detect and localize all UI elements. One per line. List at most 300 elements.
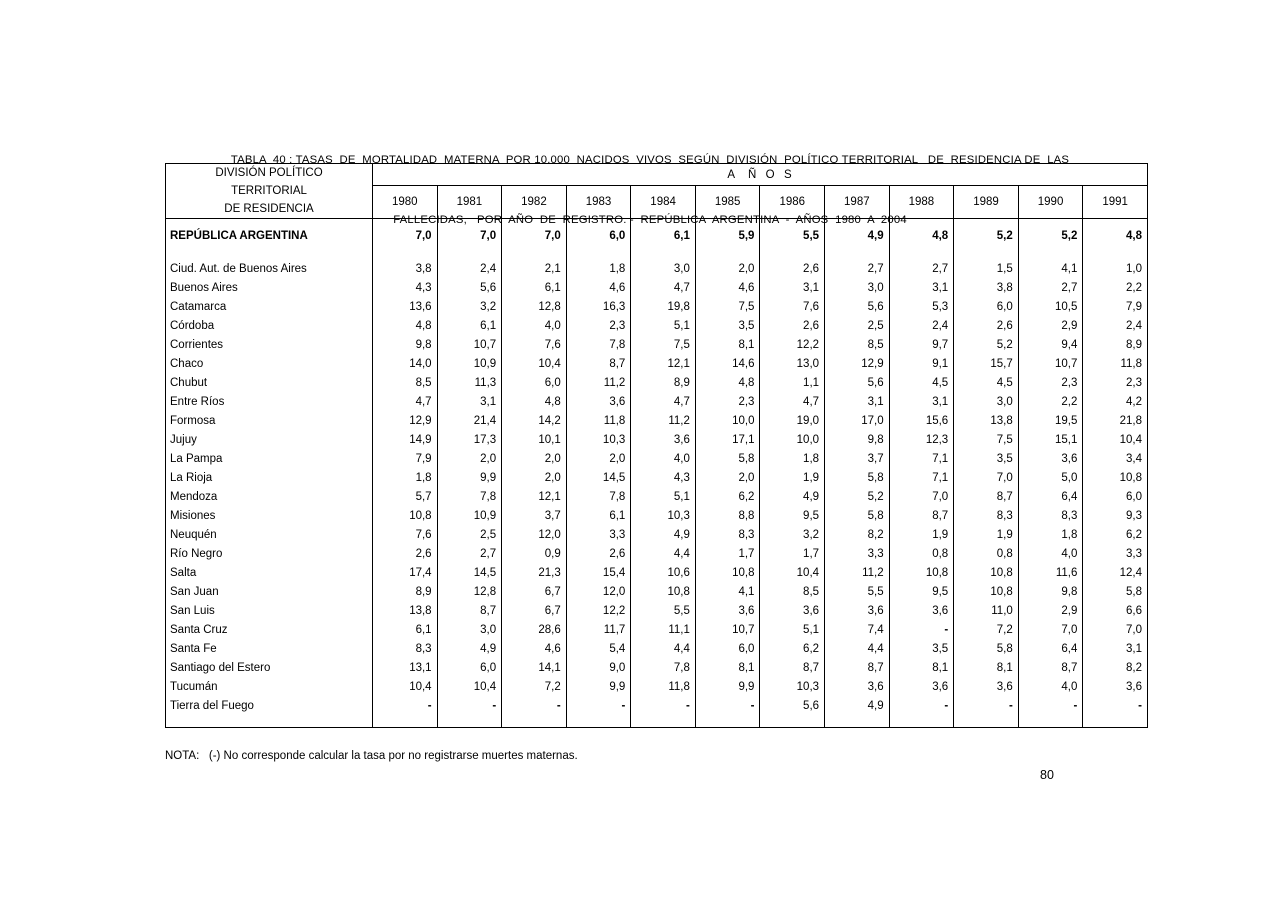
cell-value: 10,4 (502, 355, 567, 374)
cell-value: 5,6 (825, 374, 890, 393)
cell-value: 2,0 (437, 450, 502, 469)
cell-value: 9,8 (1018, 583, 1083, 602)
cell-value: 10,3 (566, 431, 631, 450)
cell-value: - (502, 697, 567, 716)
cell-value: 7,6 (502, 336, 567, 355)
row-label: Misiones (170, 510, 216, 522)
cell-value: 9,9 (695, 678, 760, 697)
column-header-year-1985: 1985 (695, 186, 760, 219)
table-row (166, 602, 1148, 621)
cell-value: 9,0 (566, 659, 631, 678)
table-row (166, 336, 1148, 355)
row-label: Jujuy (170, 434, 197, 446)
cell-value: 15,6 (889, 412, 954, 431)
cell-value: 7,4 (825, 621, 890, 640)
column-header-year-1989: 1989 (954, 186, 1019, 219)
cell-value: 4,9 (760, 488, 825, 507)
cell-value: 4,0 (1018, 545, 1083, 564)
spacer-cell (1083, 246, 1148, 260)
table-row (166, 583, 1148, 602)
cell-value: 7,5 (695, 298, 760, 317)
spacer-cell (760, 246, 825, 260)
table-row (166, 450, 1148, 469)
cell-value: 7,5 (631, 336, 696, 355)
cell-value: 2,6 (954, 317, 1019, 336)
cell-value: 11,7 (566, 621, 631, 640)
cell-value: - (1018, 697, 1083, 716)
cell-value: 5,2 (954, 227, 1019, 246)
cell-value: 7,1 (889, 469, 954, 488)
spacer-cell (954, 219, 1019, 227)
cell-value: 4,7 (631, 393, 696, 412)
cell-value: 12,1 (631, 355, 696, 374)
cell-value: 11,8 (631, 678, 696, 697)
cell-value: 6,1 (373, 621, 438, 640)
column-header-year-1987: 1987 (825, 186, 890, 219)
spacer-cell (954, 246, 1019, 260)
cell-value: 5,5 (760, 227, 825, 246)
cell-value: 9,7 (889, 336, 954, 355)
spacer-cell (566, 219, 631, 227)
cell-value: 19,8 (631, 298, 696, 317)
mortality-table (165, 163, 1148, 728)
cell-value: 5,2 (825, 488, 890, 507)
cell-value: 6,1 (502, 279, 567, 298)
cell-value: 4,3 (373, 279, 438, 298)
cell-value: - (437, 697, 502, 716)
spacer-cell (631, 716, 696, 728)
cell-value: 4,6 (695, 279, 760, 298)
cell-value: 5,3 (889, 298, 954, 317)
cell-value: 3,3 (566, 526, 631, 545)
cell-value: 8,7 (1018, 659, 1083, 678)
cell-value: 10,9 (437, 355, 502, 374)
row-label: Buenos Aires (170, 282, 238, 294)
cell-value: 4,0 (502, 317, 567, 336)
spacer-cell (631, 219, 696, 227)
spacer-row (166, 219, 1148, 227)
table-row (166, 227, 1148, 246)
cell-value: 2,7 (1018, 279, 1083, 298)
cell-value: 8,3 (954, 507, 1019, 526)
cell-value: 7,8 (566, 488, 631, 507)
cell-value: 2,9 (1018, 317, 1083, 336)
cell-value: 2,9 (1018, 602, 1083, 621)
cell-value: 3,1 (1083, 640, 1148, 659)
cell-value: 1,8 (373, 469, 438, 488)
cell-value: 4,8 (373, 317, 438, 336)
cell-value: 12,0 (566, 583, 631, 602)
spacer-cell (1018, 219, 1083, 227)
cell-value: 7,0 (954, 469, 1019, 488)
cell-value: 3,1 (889, 393, 954, 412)
table-row (166, 298, 1148, 317)
cell-value: 7,9 (373, 450, 438, 469)
cell-value: - (373, 697, 438, 716)
spacer-cell (695, 219, 760, 227)
cell-value: 3,8 (373, 260, 438, 279)
spacer-cell (566, 246, 631, 260)
cell-value: 5,1 (631, 317, 696, 336)
cell-value: 10,7 (695, 621, 760, 640)
table-row (166, 678, 1148, 697)
cell-value: 8,5 (760, 583, 825, 602)
cell-value: 5,1 (760, 621, 825, 640)
column-header-year-1988: 1988 (889, 186, 954, 219)
cell-value: 3,0 (437, 621, 502, 640)
cell-value: 7,9 (1083, 298, 1148, 317)
row-label: Formosa (170, 415, 216, 427)
cell-value: 7,0 (1083, 621, 1148, 640)
cell-value: 21,8 (1083, 412, 1148, 431)
cell-value: 10,3 (631, 507, 696, 526)
column-header-year-1982: 1982 (502, 186, 567, 219)
cell-value: 1,0 (1083, 260, 1148, 279)
cell-value: 1,8 (566, 260, 631, 279)
cell-value: 3,8 (954, 279, 1019, 298)
spacer-cell (631, 246, 696, 260)
cell-value: 10,8 (954, 564, 1019, 583)
cell-value: 7,0 (1018, 621, 1083, 640)
cell-value: 14,5 (437, 564, 502, 583)
cell-value: 6,1 (437, 317, 502, 336)
cell-value: 7,1 (889, 450, 954, 469)
cell-value: 8,3 (1018, 507, 1083, 526)
cell-value: - (889, 621, 954, 640)
column-header-year-1986: 1986 (760, 186, 825, 219)
cell-value: 8,9 (631, 374, 696, 393)
cell-value: 4,4 (631, 545, 696, 564)
spacer-cell (954, 716, 1019, 728)
cell-value: 3,1 (437, 393, 502, 412)
row-label: Entre Ríos (170, 396, 225, 408)
spacer-cell (437, 219, 502, 227)
cell-value: 1,9 (760, 469, 825, 488)
cell-value: 14,6 (695, 355, 760, 374)
cell-value: 8,8 (695, 507, 760, 526)
cell-value: 2,6 (760, 260, 825, 279)
spacer-cell (373, 716, 438, 728)
cell-value: 1,9 (889, 526, 954, 545)
cell-value: 4,9 (631, 526, 696, 545)
cell-value: 0,9 (502, 545, 567, 564)
cell-value: 5,8 (695, 450, 760, 469)
cell-value: 6,7 (502, 602, 567, 621)
cell-value: 6,1 (631, 227, 696, 246)
cell-value: 3,6 (825, 678, 890, 697)
cell-value: 17,0 (825, 412, 890, 431)
cell-value: 3,6 (760, 602, 825, 621)
table-row (166, 545, 1148, 564)
cell-value: 3,3 (825, 545, 890, 564)
cell-value: 3,0 (631, 260, 696, 279)
cell-value: 2,7 (889, 260, 954, 279)
cell-value: 8,7 (825, 659, 890, 678)
column-header-year-1990: 1990 (1018, 186, 1083, 219)
cell-value: 3,6 (889, 602, 954, 621)
cell-value: 1,5 (954, 260, 1019, 279)
cell-value: 2,0 (695, 469, 760, 488)
cell-value: 12,9 (825, 355, 890, 374)
cell-value: 5,0 (1018, 469, 1083, 488)
cell-value: 2,7 (437, 545, 502, 564)
cell-value: 6,0 (502, 374, 567, 393)
cell-value: 14,1 (502, 659, 567, 678)
cell-value: 5,9 (695, 227, 760, 246)
cell-value: 7,6 (373, 526, 438, 545)
cell-value: 4,0 (631, 450, 696, 469)
cell-value: 10,1 (502, 431, 567, 450)
cell-value: - (954, 697, 1019, 716)
cell-value: 3,5 (954, 450, 1019, 469)
cell-value: 21,4 (437, 412, 502, 431)
column-header-year-1991: 1991 (1083, 186, 1148, 219)
cell-value: 11,2 (566, 374, 631, 393)
cell-value: 5,5 (825, 583, 890, 602)
cell-value: 3,2 (760, 526, 825, 545)
cell-value: 2,6 (566, 545, 631, 564)
cell-value: 4,8 (889, 227, 954, 246)
spacer-cell (166, 716, 373, 728)
cell-value: 3,6 (1083, 678, 1148, 697)
cell-value: 2,6 (373, 545, 438, 564)
row-label: San Luis (170, 605, 215, 617)
column-header-years-group: A Ñ O S (373, 164, 1148, 186)
cell-value: 4,9 (437, 640, 502, 659)
cell-value: 7,0 (889, 488, 954, 507)
spacer-cell (502, 219, 567, 227)
cell-value: 4,3 (631, 469, 696, 488)
cell-value: 5,8 (825, 469, 890, 488)
cell-value: 8,7 (889, 507, 954, 526)
cell-value: 2,4 (889, 317, 954, 336)
cell-value: 7,5 (954, 431, 1019, 450)
cell-value: 10,5 (1018, 298, 1083, 317)
spacer-cell (889, 716, 954, 728)
cell-value: 3,1 (889, 279, 954, 298)
cell-value: 11,8 (1083, 355, 1148, 374)
spacer-cell (437, 716, 502, 728)
cell-value: 3,1 (760, 279, 825, 298)
row-label: Tierra del Fuego (170, 700, 254, 712)
cell-value: 5,6 (437, 279, 502, 298)
spacer-cell (1018, 246, 1083, 260)
cell-value: 9,9 (437, 469, 502, 488)
cell-value: 3,1 (825, 393, 890, 412)
cell-value: 8,9 (373, 583, 438, 602)
spacer-cell (437, 246, 502, 260)
cell-value: 7,0 (373, 227, 438, 246)
cell-value: 8,5 (373, 374, 438, 393)
cell-value: 10,8 (954, 583, 1019, 602)
table-row (166, 507, 1148, 526)
cell-value: 3,6 (825, 602, 890, 621)
cell-value: 4,8 (502, 393, 567, 412)
row-label: Neuquén (170, 529, 217, 541)
cell-value: 4,4 (631, 640, 696, 659)
cell-value: 4,4 (825, 640, 890, 659)
spacer-cell (566, 716, 631, 728)
cell-value: 10,8 (695, 564, 760, 583)
cell-value: 6,4 (1018, 640, 1083, 659)
spacer-cell (502, 716, 567, 728)
cell-value: 7,8 (631, 659, 696, 678)
cell-value: 12,3 (889, 431, 954, 450)
cell-value: 1,7 (695, 545, 760, 564)
cell-value: 3,6 (631, 431, 696, 450)
column-header-year-1980: 1980 (373, 186, 438, 219)
cell-value: 6,0 (566, 227, 631, 246)
cell-value: 4,6 (566, 279, 631, 298)
table-row (166, 659, 1148, 678)
spacer-cell (373, 219, 438, 227)
cell-value: 9,5 (760, 507, 825, 526)
cell-value: 8,1 (954, 659, 1019, 678)
cell-value: 15,7 (954, 355, 1019, 374)
cell-value: 2,7 (825, 260, 890, 279)
cell-value: 8,9 (1083, 336, 1148, 355)
cell-value: 5,8 (954, 640, 1019, 659)
spacer-cell (760, 219, 825, 227)
cell-value: 8,7 (954, 488, 1019, 507)
table-header (166, 164, 1148, 219)
cell-value: 6,0 (695, 640, 760, 659)
row-label: La Rioja (170, 472, 213, 484)
spacer-row (166, 246, 1148, 260)
table-row (166, 469, 1148, 488)
spacer-cell (502, 246, 567, 260)
cell-value: 6,7 (502, 583, 567, 602)
cell-value: 8,2 (825, 526, 890, 545)
table-row (166, 621, 1148, 640)
row-label: Río Negro (170, 548, 223, 560)
row-label: Santiago del Estero (170, 662, 271, 674)
cell-value: 7,0 (437, 227, 502, 246)
cell-value: 15,4 (566, 564, 631, 583)
spacer-cell (889, 246, 954, 260)
cell-value: 8,7 (566, 355, 631, 374)
spacer-cell (695, 246, 760, 260)
table-row (166, 526, 1148, 545)
cell-value: 9,1 (889, 355, 954, 374)
cell-value: 2,0 (502, 469, 567, 488)
cell-value: - (695, 697, 760, 716)
spacer-cell (1083, 716, 1148, 728)
cell-value: - (1083, 697, 1148, 716)
cell-value: 2,4 (437, 260, 502, 279)
territory-header-line-2: TERRITORIAL (231, 185, 307, 197)
table-row (166, 279, 1148, 298)
cell-value: 12,2 (566, 602, 631, 621)
cell-value: 10,8 (1083, 469, 1148, 488)
cell-value: 5,2 (1018, 227, 1083, 246)
spacer-cell (373, 246, 438, 260)
cell-value: 4,6 (502, 640, 567, 659)
cell-value: 6,0 (1083, 488, 1148, 507)
column-header-year-1981: 1981 (437, 186, 502, 219)
cell-value: 2,6 (760, 317, 825, 336)
cell-value: 5,8 (1083, 583, 1148, 602)
cell-value: 4,5 (954, 374, 1019, 393)
cell-value: 9,4 (1018, 336, 1083, 355)
cell-value: 14,9 (373, 431, 438, 450)
cell-value: 17,1 (695, 431, 760, 450)
cell-value: 5,2 (954, 336, 1019, 355)
spacer-cell (825, 716, 890, 728)
cell-value: 11,6 (1018, 564, 1083, 583)
cell-value: 3,6 (954, 678, 1019, 697)
table-row (166, 488, 1148, 507)
cell-value: 3,2 (437, 298, 502, 317)
cell-value: - (889, 697, 954, 716)
row-label: Chaco (170, 358, 204, 370)
row-label: Santa Cruz (170, 624, 228, 636)
cell-value: 12,4 (1083, 564, 1148, 583)
cell-value: 13,6 (373, 298, 438, 317)
cell-value: 2,0 (502, 450, 567, 469)
cell-value: 28,6 (502, 621, 567, 640)
row-label: San Juan (170, 586, 219, 598)
cell-value: 4,5 (889, 374, 954, 393)
cell-value: 4,7 (760, 393, 825, 412)
cell-value: 12,1 (502, 488, 567, 507)
cell-value: 6,1 (566, 507, 631, 526)
cell-value: 5,6 (825, 298, 890, 317)
cell-value: 1,1 (760, 374, 825, 393)
cell-value: 10,0 (695, 412, 760, 431)
cell-value: 4,1 (695, 583, 760, 602)
cell-value: 12,0 (502, 526, 567, 545)
cell-value: 11,2 (825, 564, 890, 583)
cell-value: 1,9 (954, 526, 1019, 545)
cell-value: 8,2 (1083, 659, 1148, 678)
cell-value: 1,8 (760, 450, 825, 469)
cell-value: 4,0 (1018, 678, 1083, 697)
cell-value: 10,8 (373, 507, 438, 526)
cell-value: 4,7 (631, 279, 696, 298)
row-label: Salta (170, 567, 197, 579)
cell-value: 5,7 (373, 488, 438, 507)
cell-value: 10,7 (437, 336, 502, 355)
cell-value: 5,1 (631, 488, 696, 507)
cell-value: 8,3 (695, 526, 760, 545)
cell-value: 10,9 (437, 507, 502, 526)
spacer-row (166, 716, 1148, 728)
cell-value: 17,3 (437, 431, 502, 450)
cell-value: 12,8 (502, 298, 567, 317)
cell-value: 5,6 (760, 697, 825, 716)
cell-value: 13,1 (373, 659, 438, 678)
cell-value: 2,5 (437, 526, 502, 545)
cell-value: 3,0 (954, 393, 1019, 412)
cell-value: 17,4 (373, 564, 438, 583)
cell-value: 6,6 (1083, 602, 1148, 621)
spacer-cell (695, 716, 760, 728)
cell-value: 13,8 (954, 412, 1019, 431)
cell-value: 3,7 (502, 507, 567, 526)
spacer-cell (760, 716, 825, 728)
cell-value: 3,7 (825, 450, 890, 469)
table-row (166, 431, 1148, 450)
cell-value: 3,4 (1083, 450, 1148, 469)
cell-value: 7,0 (502, 227, 567, 246)
cell-value: 7,8 (437, 488, 502, 507)
cell-value: 8,7 (437, 602, 502, 621)
spacer-cell (825, 219, 890, 227)
cell-value: 10,4 (373, 678, 438, 697)
cell-value: 1,8 (1018, 526, 1083, 545)
cell-value: 10,8 (631, 583, 696, 602)
